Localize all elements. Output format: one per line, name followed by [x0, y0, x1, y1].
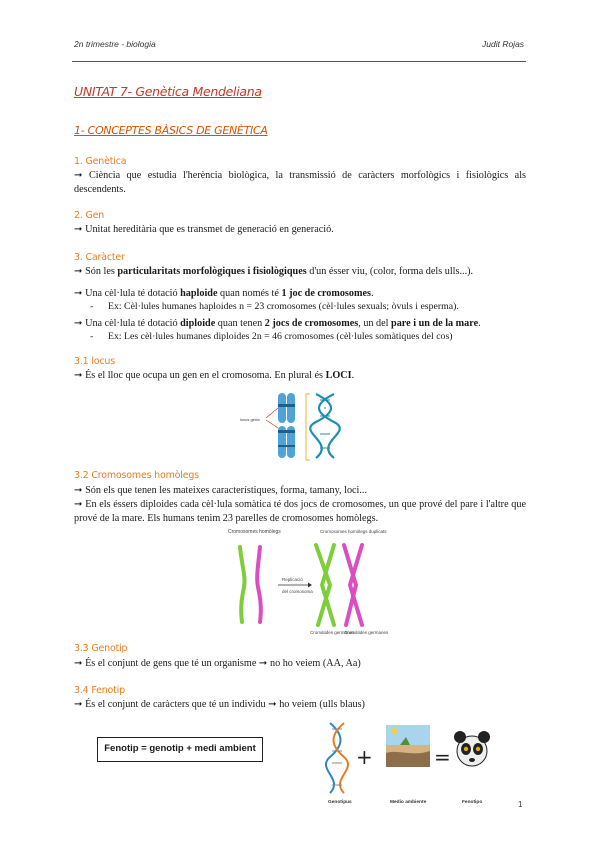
equals-sign: =: [434, 745, 451, 769]
text-caracter-1: ➞ Són les particularitats morfològiques i fisiològiques d'un ésser viu, (color, forma dels ulls...).: [74, 266, 474, 277]
fig-label-homologs: Cromosomes homòlegs: [228, 529, 281, 535]
header-divider: [72, 61, 526, 62]
heading-homolegs: 3.2 Cromosomes homòlegs: [74, 470, 199, 481]
heading-genotip: 3.3 Genotip: [74, 643, 128, 654]
text-gen: ➞ Unitat hereditària que es transmet de generació en generació.: [74, 224, 334, 235]
text-homolegs-1: ➞ Són els que tenen les mateixes característiques, forma, tamany, loci...: [74, 485, 368, 496]
heading-caracter: 3. Caràcter: [74, 252, 125, 263]
fig-label-medio-ambiente: Medio ambiente: [390, 800, 427, 805]
text-homolegs-2: ➞ En els éssers diploides cada cèl·lula somàtica té dos jocs de cromosomes, un que prové del pare i l'altre que prové de la mare. Els humans tenim 23 parelles de cromosomes homòlegs.: [74, 499, 526, 524]
text-haploide: ➞ Una cèl·lula té dotació haploide quan només té 1 joc de cromosomes.: [74, 288, 374, 299]
phenotype-figure: [322, 717, 502, 807]
page-number: 1: [518, 800, 523, 809]
header-left: 2n trimestre - biologia: [74, 39, 156, 49]
text-diploide: ➞ Una cèl·lula té dotació diploide quan tenen 2 jocs de cromosomes, un del pare i un de la mare.: [74, 318, 481, 329]
heading-fenotip: 3.4 Fenotip: [74, 685, 125, 696]
text-fenotip: ➞ És el conjunt de caràcters que té un individu ➞ ho veiem (ulls blaus): [74, 699, 365, 710]
fig-label-chromatids-1: Cromàtides germanes: [310, 630, 355, 635]
text-diploide-example: - Ex: Les cèl·lules humanes diploides 2n = 46 cromosomes (cèl·lules somàtiques del cos): [90, 331, 453, 342]
locus-label: locus gènic: [240, 417, 261, 422]
heading-locus: 3.1 locus: [74, 356, 115, 367]
text-locus: ➞ És el lloc que ocupa un gen en el cromosoma. En plural és LOCI.: [74, 370, 355, 381]
section-title: 1- CONCEPTES BÀSICS DE GENÈTICA: [74, 124, 268, 137]
text-genetica: ➞ Ciència que estudia l'herència biològica, la transmissió de caràcters morfològics i fisiològics als descendents.: [74, 170, 526, 195]
fig-label-homologs-dup: Cromosomes homòlegs duplicats: [320, 529, 387, 534]
text-haploide-example: - Ex: Cèl·lules humanes haploides n = 23 cromosomes (cèl·lules sexuals; òvuls i esperma).: [90, 301, 459, 312]
locus-chromosome-figure: [238, 390, 350, 462]
fig-label-replication-2: del cromosoma: [282, 589, 313, 594]
fig-label-chromatids-2: Cromàtides germanes: [344, 630, 389, 635]
unit-title: UNITAT 7- Genètica Mendeliana: [74, 84, 262, 99]
fig-label-fenotipo: Fenotipo: [462, 800, 483, 805]
plus-sign: +: [356, 745, 373, 769]
equation-box: Fenotip = genotip + medi ambient: [97, 737, 263, 762]
header-right: Judit Rojas: [482, 39, 525, 49]
text-genotip: ➞ És el conjunt de gens que té un organisme ➞ no ho veiem (AA, Aa): [74, 658, 361, 669]
heading-gen: 2. Gen: [74, 210, 105, 221]
heading-genetica: 1. Genètica: [74, 156, 127, 167]
fig-label-replication: Replicació: [282, 577, 303, 582]
fig-label-genotipus: Genotipus: [328, 800, 352, 805]
homologous-chromosomes-figure: [226, 527, 389, 637]
